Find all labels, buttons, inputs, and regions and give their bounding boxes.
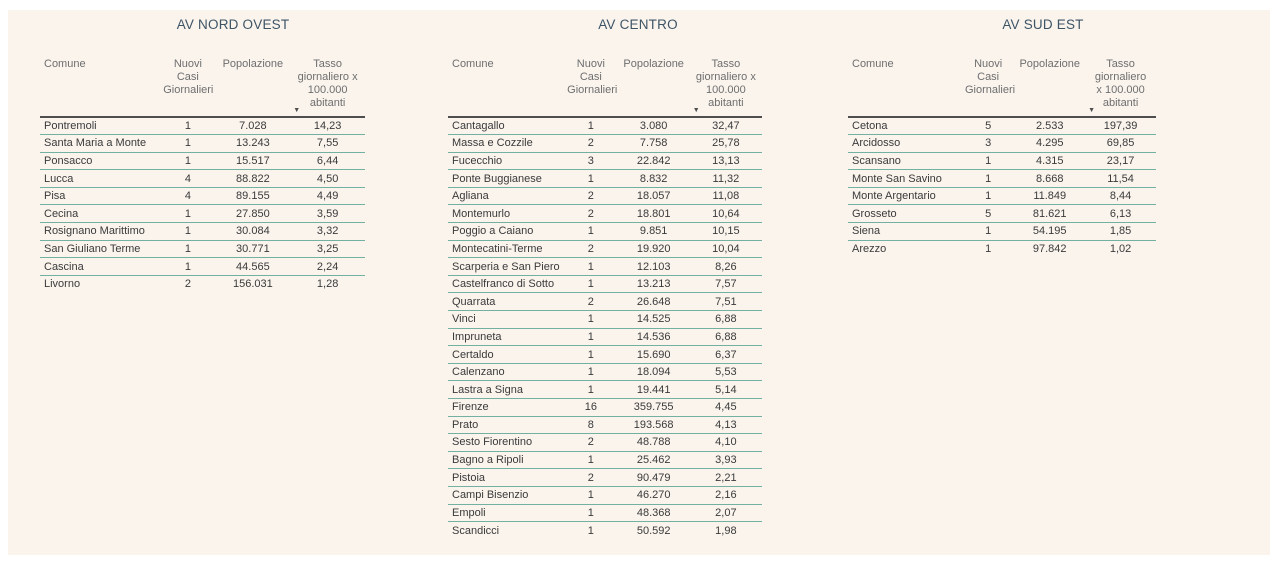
table-row xyxy=(40,240,365,258)
cell-popolazione[interactable]: 2.533 xyxy=(1035,120,1064,133)
cell-comune[interactable]: Pisa xyxy=(44,190,66,203)
table-header-row xyxy=(448,58,762,117)
cell-nuovi-casi[interactable]: 16 xyxy=(584,401,597,414)
cell-popolazione[interactable]: 90.479 xyxy=(636,471,671,484)
cell-comune[interactable]: Rosignano Marittimo xyxy=(44,225,145,238)
cell-comune[interactable]: Fucecchio xyxy=(452,154,503,167)
cell-popolazione[interactable]: 359.755 xyxy=(633,401,674,414)
cell-comune[interactable]: Cantagallo xyxy=(452,120,505,133)
cell-tasso[interactable]: 6,37 xyxy=(715,348,737,361)
cell-tasso[interactable]: 11,54 xyxy=(1107,172,1134,185)
cell-nuovi-casi[interactable]: 2 xyxy=(587,436,594,449)
cell-popolazione[interactable]: 19.920 xyxy=(636,242,671,255)
cell-popolazione[interactable]: 48.788 xyxy=(636,436,671,449)
cell-comune[interactable]: Poggio a Caiano xyxy=(452,225,534,238)
cell-tasso[interactable]: 4,13 xyxy=(715,418,737,431)
cell-tasso[interactable]: 5,14 xyxy=(715,383,737,396)
cell-nuovi-casi[interactable]: 1 xyxy=(587,172,594,185)
cell-comune[interactable]: Arezzo xyxy=(852,243,887,256)
cell-popolazione[interactable]: 88.822 xyxy=(236,172,270,185)
table-row xyxy=(448,451,762,469)
cell-tasso[interactable]: 4,49 xyxy=(316,190,339,203)
cell-nuovi-casi[interactable]: 1 xyxy=(985,190,992,203)
sort-descending-icon[interactable]: ▼ xyxy=(692,107,700,114)
cell-nuovi-casi[interactable]: 2 xyxy=(184,278,191,291)
column-header-tasso[interactable] xyxy=(690,58,762,117)
cell-tasso[interactable]: 4,10 xyxy=(715,436,737,449)
cell-nuovi-casi[interactable]: 1 xyxy=(587,330,594,343)
cell-nuovi-casi[interactable]: 1 xyxy=(587,278,594,291)
cell-tasso[interactable]: 32,47 xyxy=(712,120,740,133)
cell-tasso[interactable]: 3,93 xyxy=(715,454,737,467)
table-row xyxy=(848,240,1156,258)
cell-popolazione[interactable]: 19.441 xyxy=(636,383,671,396)
cell-nuovi-casi[interactable]: 8 xyxy=(587,418,594,431)
cell-comune[interactable]: Sesto Fiorentino xyxy=(452,436,533,449)
cell-popolazione[interactable]: 193.568 xyxy=(633,418,674,431)
cell-tasso[interactable]: 197,39 xyxy=(1103,120,1138,133)
table-row xyxy=(448,399,762,417)
table-row xyxy=(448,275,762,293)
table-row xyxy=(848,117,1156,135)
column-header-tasso-label: Tasso giornaliero x 100.000 abitanti xyxy=(695,58,756,109)
cell-comune[interactable]: Ponte Buggianese xyxy=(452,172,542,185)
cell-nuovi-casi[interactable]: 2 xyxy=(587,242,594,255)
sort-descending-icon[interactable]: ▼ xyxy=(1088,107,1096,114)
cell-tasso[interactable]: 6,44 xyxy=(316,154,339,167)
cell-comune[interactable]: Quarrata xyxy=(452,295,496,308)
cell-popolazione[interactable]: 30.771 xyxy=(236,242,270,255)
cell-popolazione[interactable]: 18.057 xyxy=(636,190,671,203)
cell-tasso[interactable]: 7,51 xyxy=(715,295,737,308)
cell-popolazione[interactable]: 48.368 xyxy=(636,506,671,519)
cell-popolazione[interactable]: 81.621 xyxy=(1032,207,1067,220)
cell-tasso[interactable]: 2,21 xyxy=(715,471,737,484)
cell-tasso[interactable]: 1,85 xyxy=(1109,225,1132,238)
cell-comune[interactable]: Cascina xyxy=(44,260,84,273)
cell-nuovi-casi[interactable]: 1 xyxy=(184,207,191,220)
column-header-comune[interactable]: Comune xyxy=(452,58,494,70)
column-header-popolazione[interactable]: Popolazione xyxy=(623,58,684,70)
cell-tasso[interactable]: 11,32 xyxy=(712,172,740,185)
cell-comune[interactable]: Ponsacco xyxy=(44,154,93,167)
cell-tasso[interactable]: 11,08 xyxy=(712,190,740,203)
cell-nuovi-casi[interactable]: 1 xyxy=(587,454,594,467)
cell-comune[interactable]: Santa Maria a Monte xyxy=(44,137,147,150)
cell-tasso[interactable]: 5,53 xyxy=(715,366,737,379)
table-row xyxy=(848,187,1156,205)
cell-nuovi-casi[interactable]: 2 xyxy=(587,137,594,150)
cell-comune[interactable]: Montecatini-Terme xyxy=(452,242,543,255)
cell-tasso[interactable]: 23,17 xyxy=(1106,154,1135,167)
cell-popolazione[interactable]: 4.315 xyxy=(1035,154,1064,167)
cell-nuovi-casi[interactable]: 1 xyxy=(184,242,191,255)
cell-comune[interactable]: Lucca xyxy=(44,172,74,185)
cell-comune[interactable]: San Giuliano Terme xyxy=(44,242,141,255)
table-row xyxy=(448,416,762,434)
column-header-comune[interactable]: Comune xyxy=(852,58,894,70)
cell-comune[interactable]: Certaldo xyxy=(452,348,494,361)
cell-comune[interactable]: Bagno a Ripoli xyxy=(452,454,524,467)
cell-tasso[interactable]: 6,88 xyxy=(715,330,737,343)
cell-comune[interactable]: Arcidosso xyxy=(852,137,901,150)
cell-popolazione[interactable]: 18.801 xyxy=(636,207,671,220)
cell-nuovi-casi[interactable]: 1 xyxy=(184,120,191,133)
table-row xyxy=(448,434,762,452)
cell-nuovi-casi[interactable]: 1 xyxy=(587,489,594,502)
column-header-tasso[interactable] xyxy=(290,58,365,117)
cell-comune[interactable]: Pontremoli xyxy=(44,120,97,133)
cell-popolazione[interactable]: 15.517 xyxy=(236,154,270,167)
table-row xyxy=(448,223,762,241)
table-nord-ovest xyxy=(40,58,365,293)
region-sud-est xyxy=(845,10,1241,555)
dashboard-canvas xyxy=(8,10,1270,555)
cell-comune[interactable]: Cetona xyxy=(852,120,888,133)
table-row xyxy=(40,170,365,188)
cell-nuovi-casi[interactable]: 1 xyxy=(985,154,992,167)
cell-popolazione[interactable]: 30.084 xyxy=(236,225,270,238)
cell-nuovi-casi[interactable]: 2 xyxy=(587,295,594,308)
cell-popolazione[interactable]: 8.832 xyxy=(639,172,668,185)
cell-tasso[interactable]: 10,04 xyxy=(712,242,740,255)
cell-tasso[interactable]: 10,64 xyxy=(712,207,740,220)
cell-nuovi-casi[interactable]: 2 xyxy=(587,207,594,220)
table-row xyxy=(448,187,762,205)
table-row xyxy=(40,152,365,170)
cell-nuovi-casi[interactable]: 1 xyxy=(587,348,594,361)
region-title: AV NORD OVEST xyxy=(176,17,290,32)
column-header-popolazione[interactable]: Popolazione xyxy=(1019,58,1080,70)
cell-nuovi-casi[interactable]: 1 xyxy=(587,366,594,379)
table-row xyxy=(448,504,762,522)
cell-popolazione[interactable]: 11.849 xyxy=(1033,190,1067,203)
cell-tasso[interactable]: 3,32 xyxy=(316,225,339,238)
table-row xyxy=(848,170,1156,188)
cell-comune[interactable]: Empoli xyxy=(452,506,486,519)
table-row xyxy=(448,486,762,504)
cell-popolazione[interactable]: 14.525 xyxy=(636,313,671,326)
cell-nuovi-casi[interactable]: 1 xyxy=(587,313,594,326)
sort-descending-icon[interactable]: ▼ xyxy=(293,107,301,114)
table-row xyxy=(448,205,762,223)
cell-nuovi-casi[interactable]: 1 xyxy=(587,524,594,537)
cell-nuovi-casi[interactable]: 2 xyxy=(587,190,594,203)
cell-nuovi-casi[interactable]: 1 xyxy=(184,137,191,150)
table-row xyxy=(448,293,762,311)
cell-popolazione[interactable]: 156.031 xyxy=(232,278,273,291)
table-row xyxy=(448,240,762,258)
cell-tasso[interactable]: 14,23 xyxy=(313,120,342,133)
cell-nuovi-casi[interactable]: 1 xyxy=(587,383,594,396)
table-row xyxy=(448,258,762,276)
cell-comune[interactable]: Lastra a Signa xyxy=(452,383,523,396)
cell-popolazione[interactable]: 54.195 xyxy=(1032,225,1067,238)
cell-comune[interactable]: Cecina xyxy=(44,207,79,220)
region-title: AV SUD EST xyxy=(1002,17,1084,32)
cell-nuovi-casi[interactable]: 3 xyxy=(985,137,992,150)
cell-tasso[interactable]: 7,55 xyxy=(316,137,339,150)
column-header-popolazione[interactable]: Popolazione xyxy=(222,58,284,70)
cell-popolazione[interactable]: 13.243 xyxy=(236,137,270,150)
table-row xyxy=(848,205,1156,223)
cell-nuovi-casi[interactable]: 1 xyxy=(184,260,191,273)
table-row xyxy=(448,363,762,381)
table-header-row xyxy=(40,58,365,117)
cell-tasso[interactable]: 69,85 xyxy=(1106,137,1135,150)
cell-nuovi-casi[interactable]: 4 xyxy=(184,190,191,203)
table-row xyxy=(40,205,365,223)
cell-comune[interactable]: Castelfranco di Sotto xyxy=(452,278,555,291)
column-header-nuovi-casi[interactable]: Nuovi Casi Giornalieri xyxy=(163,58,214,96)
table-row xyxy=(448,328,762,346)
cell-popolazione[interactable]: 13.213 xyxy=(636,278,671,291)
cell-tasso[interactable]: 6,13 xyxy=(1109,207,1132,220)
cell-comune[interactable]: Impruneta xyxy=(452,330,502,343)
table-row xyxy=(448,469,762,487)
cell-comune[interactable]: Grosseto xyxy=(852,207,897,220)
cell-popolazione[interactable]: 7.028 xyxy=(239,120,267,133)
table-row xyxy=(448,152,762,170)
column-header-nuovi-casi[interactable]: Nuovi Casi Giornalieri xyxy=(964,58,1016,96)
cell-popolazione[interactable]: 97.842 xyxy=(1032,243,1067,256)
cell-tasso[interactable]: 2,16 xyxy=(715,489,737,502)
table-centro xyxy=(448,58,762,539)
cell-nuovi-casi[interactable]: 5 xyxy=(985,120,992,133)
table-row xyxy=(448,346,762,364)
column-header-tasso-label: Tasso giornaliero x 100.000 abitanti xyxy=(297,58,358,109)
cell-nuovi-casi[interactable]: 1 xyxy=(587,260,594,273)
table-row xyxy=(448,170,762,188)
column-header-nuovi-casi[interactable]: Nuovi Casi Giornalieri xyxy=(567,58,618,96)
cell-popolazione[interactable]: 14.536 xyxy=(636,330,671,343)
cell-tasso[interactable]: 10,15 xyxy=(712,225,740,238)
cell-popolazione[interactable]: 9.851 xyxy=(639,225,668,238)
cell-popolazione[interactable]: 26.648 xyxy=(636,295,671,308)
cell-nuovi-casi[interactable]: 1 xyxy=(985,243,992,256)
cell-nuovi-casi[interactable]: 4 xyxy=(184,172,191,185)
cell-comune[interactable]: Monte Argentario xyxy=(852,190,936,203)
cell-popolazione[interactable]: 22.842 xyxy=(636,154,671,167)
cell-tasso[interactable]: 7,57 xyxy=(715,278,737,291)
cell-comune[interactable]: Siena xyxy=(852,225,881,238)
table-row xyxy=(448,381,762,399)
cell-popolazione[interactable]: 44.565 xyxy=(236,260,270,273)
table-row xyxy=(40,187,365,205)
cell-comune[interactable]: Firenze xyxy=(452,401,489,414)
region-centro xyxy=(440,10,836,555)
cell-tasso[interactable]: 1,98 xyxy=(715,524,737,537)
cell-nuovi-casi[interactable]: 1 xyxy=(184,154,191,167)
cell-comune[interactable]: Calenzano xyxy=(452,366,505,379)
cell-comune[interactable]: Scansano xyxy=(852,154,901,167)
cell-nuovi-casi[interactable]: 1 xyxy=(587,225,594,238)
cell-tasso[interactable]: 3,25 xyxy=(316,242,339,255)
cell-tasso[interactable]: 1,02 xyxy=(1109,243,1132,256)
table-row xyxy=(448,117,762,135)
cell-nuovi-casi[interactable]: 5 xyxy=(985,207,992,220)
cell-popolazione[interactable]: 3.080 xyxy=(639,120,668,133)
table-row xyxy=(848,135,1156,153)
cell-nuovi-casi[interactable]: 1 xyxy=(587,120,594,133)
cell-nuovi-casi[interactable]: 3 xyxy=(587,154,594,167)
table-row xyxy=(40,275,365,293)
cell-nuovi-casi[interactable]: 1 xyxy=(985,225,992,238)
table-row xyxy=(40,117,365,135)
cell-comune[interactable]: Monte San Savino xyxy=(852,172,942,185)
table-row xyxy=(848,223,1156,241)
column-header-tasso[interactable] xyxy=(1085,58,1156,117)
cell-popolazione[interactable]: 12.103 xyxy=(636,260,671,273)
cell-nuovi-casi[interactable]: 2 xyxy=(587,471,594,484)
cell-popolazione[interactable]: 4.295 xyxy=(1035,137,1064,150)
cell-comune[interactable]: Pistoia xyxy=(452,471,486,484)
column-header-comune[interactable]: Comune xyxy=(44,58,86,70)
cell-popolazione[interactable]: 7.758 xyxy=(639,137,668,150)
cell-tasso[interactable]: 13,13 xyxy=(712,154,740,167)
cell-popolazione[interactable]: 8.668 xyxy=(1035,172,1064,185)
cell-tasso[interactable]: 8,44 xyxy=(1109,190,1132,203)
cell-nuovi-casi[interactable]: 1 xyxy=(587,506,594,519)
region-nord-ovest xyxy=(35,10,431,555)
cell-tasso[interactable]: 25,78 xyxy=(712,137,740,150)
region-title: AV CENTRO xyxy=(598,17,678,32)
cell-tasso[interactable]: 1,28 xyxy=(316,278,339,291)
cell-comune[interactable]: Scandicci xyxy=(452,524,500,537)
cell-tasso[interactable]: 2,24 xyxy=(316,260,339,273)
cell-tasso[interactable]: 8,26 xyxy=(715,260,737,273)
cell-popolazione[interactable]: 46.270 xyxy=(636,489,671,502)
cell-popolazione[interactable]: 50.592 xyxy=(636,524,671,537)
cell-comune[interactable]: Livorno xyxy=(44,278,81,291)
cell-popolazione[interactable]: 25.462 xyxy=(636,454,671,467)
cell-tasso[interactable]: 2,07 xyxy=(715,506,737,519)
table-row xyxy=(40,135,365,153)
cell-popolazione[interactable]: 15.690 xyxy=(636,348,671,361)
cell-tasso[interactable]: 4,45 xyxy=(715,401,737,414)
cell-popolazione[interactable]: 18.094 xyxy=(636,366,671,379)
cell-nuovi-casi[interactable]: 1 xyxy=(184,225,191,238)
column-header-tasso-label: Tasso giornaliero x 100.000 abitanti xyxy=(1094,58,1147,109)
cell-comune[interactable]: Massa e Cozzile xyxy=(452,137,533,150)
cell-tasso[interactable]: 6,88 xyxy=(715,313,737,326)
cell-nuovi-casi[interactable]: 1 xyxy=(985,172,992,185)
table-row xyxy=(448,135,762,153)
cell-popolazione[interactable]: 89.155 xyxy=(236,190,270,203)
table-sud-est xyxy=(848,58,1156,258)
cell-comune[interactable]: Vinci xyxy=(452,313,476,326)
cell-comune[interactable]: Montemurlo xyxy=(452,207,511,220)
cell-comune[interactable]: Scarperia e San Piero xyxy=(452,260,560,273)
table-row xyxy=(40,258,365,276)
table-row xyxy=(848,152,1156,170)
cell-popolazione[interactable]: 27.850 xyxy=(236,207,270,220)
table-row xyxy=(448,522,762,540)
cell-comune[interactable]: Prato xyxy=(452,418,479,431)
cell-tasso[interactable]: 3,59 xyxy=(316,207,339,220)
cell-tasso[interactable]: 4,50 xyxy=(316,172,339,185)
table-row xyxy=(448,311,762,329)
cell-comune[interactable]: Agliana xyxy=(452,190,489,203)
table-header-row xyxy=(848,58,1156,117)
table-row xyxy=(40,223,365,241)
cell-comune[interactable]: Campi Bisenzio xyxy=(452,489,529,502)
